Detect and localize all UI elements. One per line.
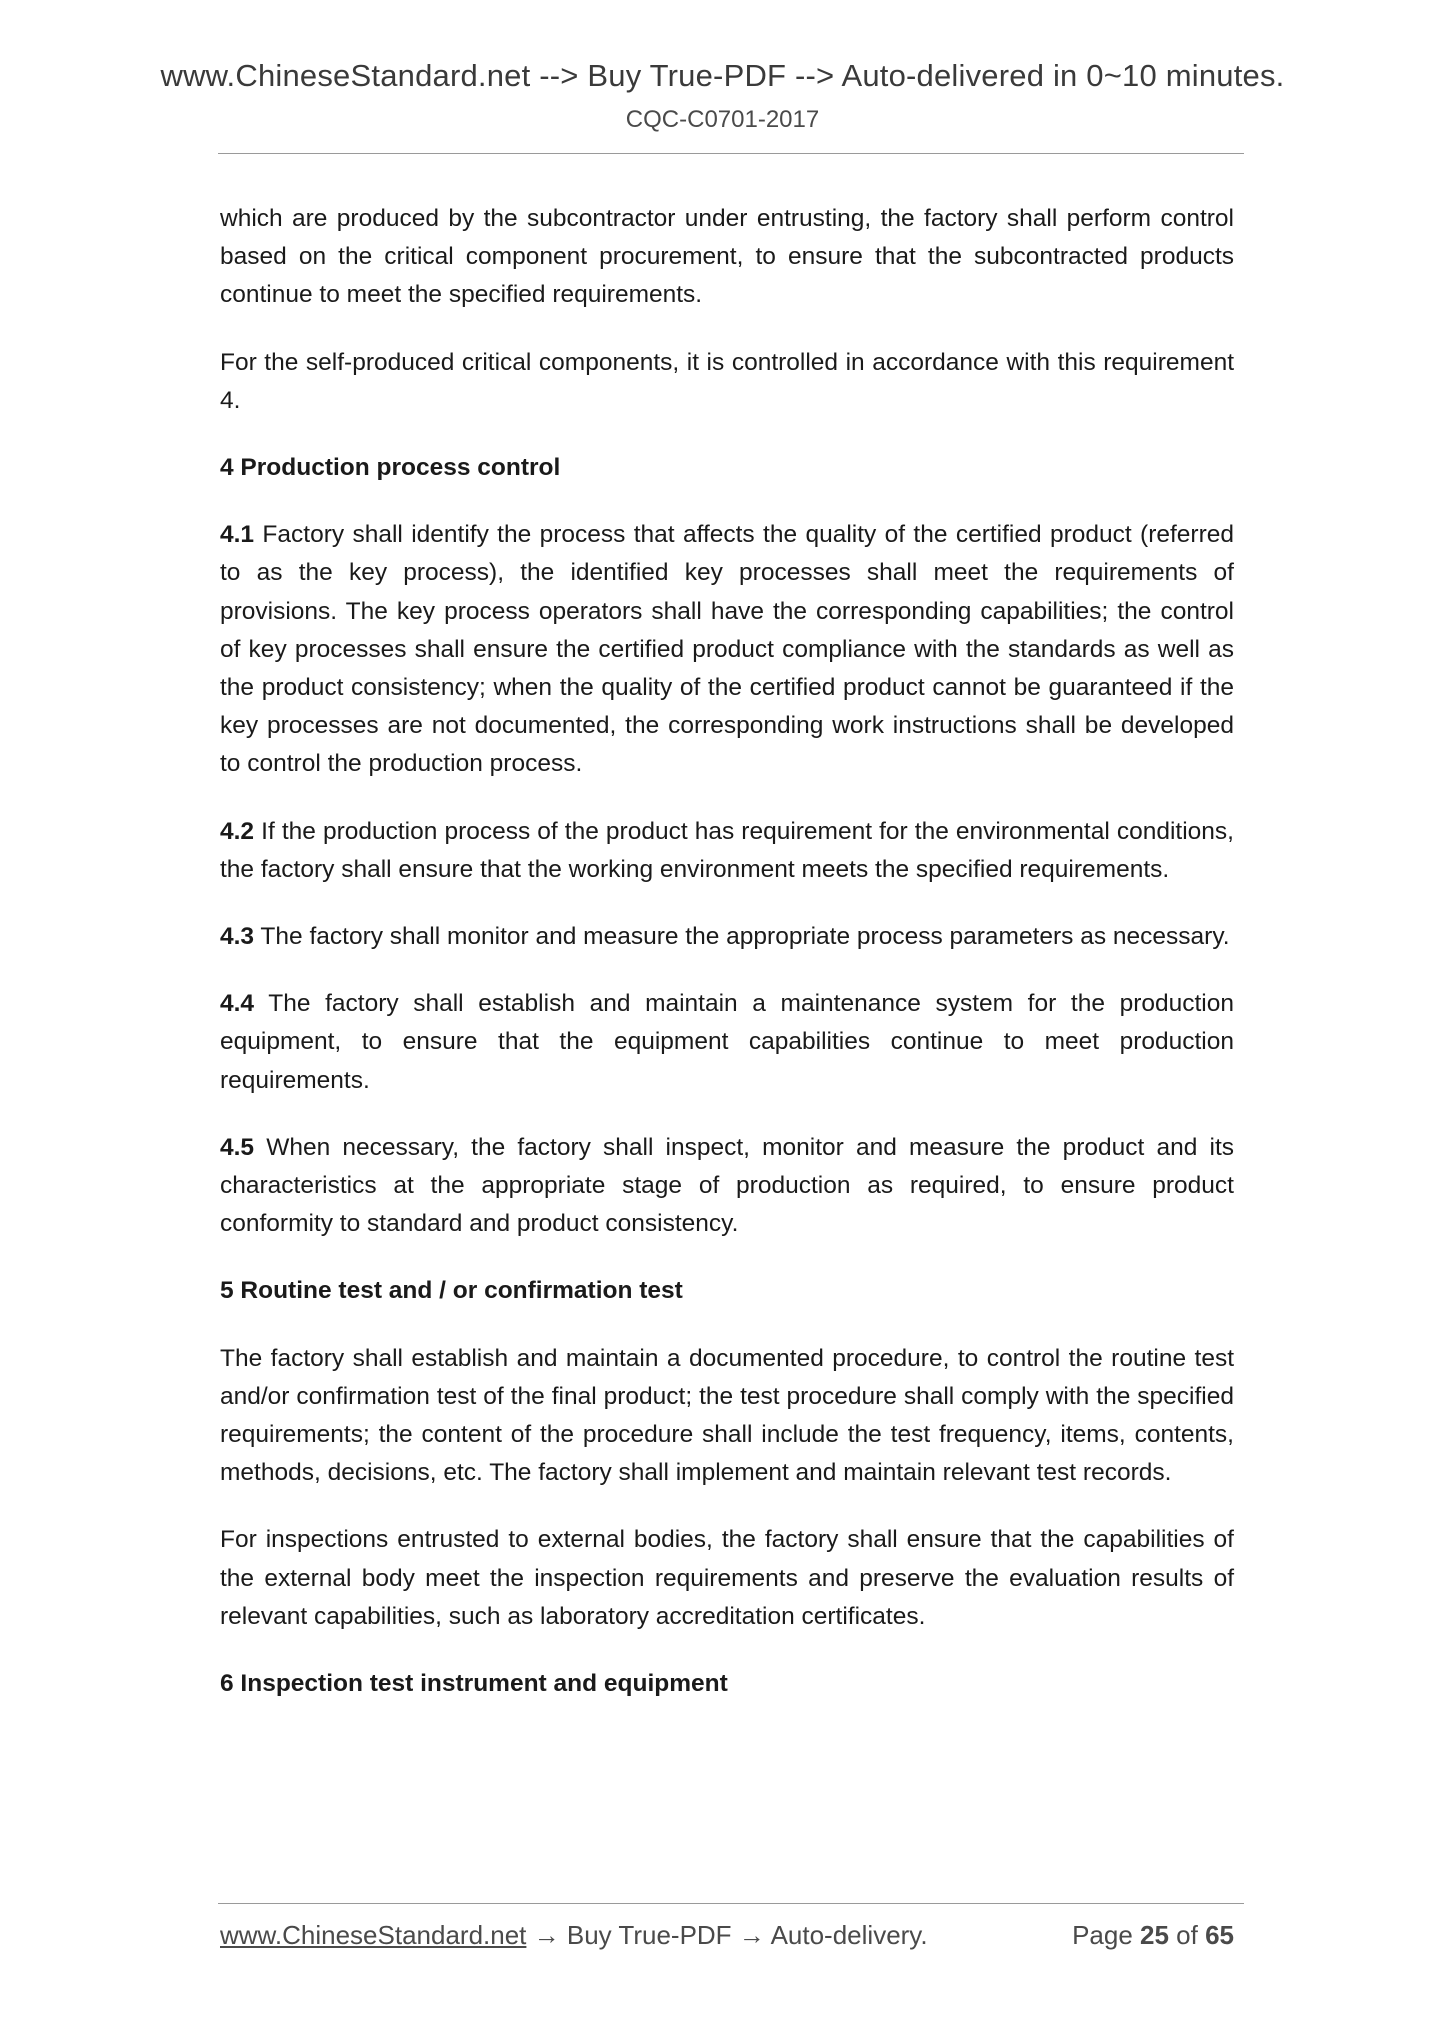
page-number: 25 (1140, 1920, 1169, 1950)
clause-number: 4.3 (220, 923, 255, 951)
total-pages: 65 (1205, 1920, 1234, 1950)
site-link[interactable]: www.ChineseStandard.net (220, 1920, 527, 1950)
footer-divider (218, 1903, 1244, 1904)
clause-text: The factory shall monitor and measure the appropriate process parameters as necessary. (254, 923, 1230, 951)
paragraph-external-bodies: For inspections entrusted to external bodies, the factory shall ensure that the capabilities of the external body meet the inspection requirements and preserve the evaluation results of relevant capabilities, such as laboratory accreditation certificates. (220, 1526, 1234, 1630)
clause-number: 4.5 (220, 1133, 255, 1161)
of-label: of (1168, 1920, 1206, 1950)
header-banner: www.ChineseStandard.net --> Buy True-PDF --> Auto-delivered in 0~10 minutes. (160, 58, 1285, 93)
paragraph-self-produced: For the self-produced critical components, it is controlled in accordance with this requirement 4. (220, 348, 1234, 414)
paragraph-routine-test: The factory shall establish and maintain a documented procedure, to control the routine test and/or confirmation test of the final product; the test procedure shall comply with the specified requirements; the content of the procedure shall include the test frequency, items, contents, methods, decisions, etc. The factory shall implement and maintain relevant test records. (220, 1344, 1234, 1487)
page-body (220, 200, 1234, 1732)
clause-4-2 (220, 813, 1234, 889)
section-heading-6: 6 Inspection test instrument and equipment (220, 1670, 728, 1698)
clause-4-1 (220, 516, 1234, 783)
clause-number: 4.1 (220, 521, 255, 549)
clause-text: If the production process of the product has requirement for the environmental conditions, the factory shall ensure that the working environment meets the specified requirements. (220, 817, 1234, 883)
document-code: CQC-C0701-2017 (625, 106, 820, 133)
footer-tagline: → Buy True-PDF → Auto-delivery. (526, 1920, 928, 1950)
page-label: Page (1072, 1920, 1141, 1950)
page-indicator (1072, 1920, 1234, 1951)
clause-text: Factory shall identify the process that affects the quality of the certified product (referred to as the key process), the identified key processes shall meet the requirements of provisions. The key process operators shall have the corresponding capabilities; the control of key processes shall ensure the certified product compliance with the standards as well as the product consistency; when the quality of the certified product cannot be guaranteed if the key processes are not documented, the corresponding work instructions shall be developed to control the production process. (220, 521, 1234, 778)
section-heading-4: 4 Production process control (220, 454, 561, 482)
clause-text: The factory shall establish and maintain a maintenance system for the production equipment, to ensure that the equipment capabilities continue to meet production requirements. (220, 990, 1234, 1094)
section-heading-5: 5 Routine test and / or confirmation test (220, 1277, 683, 1305)
clause-4-4 (220, 985, 1234, 1100)
footer-links (220, 1920, 928, 1951)
paragraph-subcontractor: which are produced by the subcontractor under entrusting, the factory shall perform control based on the critical component procurement, to ensure that the subcontracted products continue to meet the specified requirements. (220, 205, 1234, 309)
clause-number: 4.2 (220, 817, 255, 845)
clause-4-5 (220, 1129, 1234, 1244)
clause-number: 4.4 (220, 990, 255, 1018)
clause-4-3 (220, 918, 1234, 956)
header-divider (218, 153, 1244, 154)
clause-text: When necessary, the factory shall inspect, monitor and measure the product and its characteristics at the appropriate stage of production as required, to ensure product conformity to standard and product consistency. (220, 1133, 1234, 1238)
